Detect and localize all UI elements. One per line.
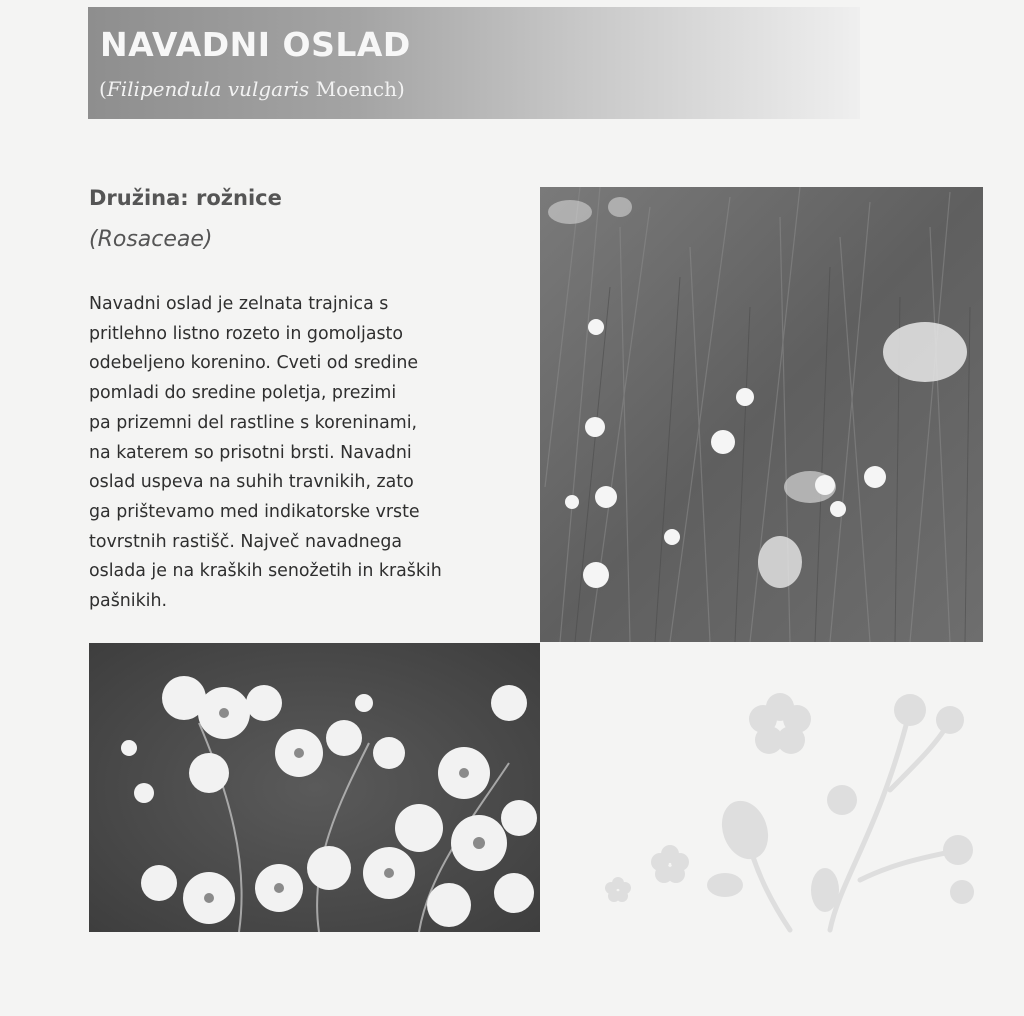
page-title: NAVADNI OSLAD — [100, 25, 411, 64]
meadow-photo — [540, 187, 983, 642]
description-line: pa prizemni del rastline s koreninami, — [89, 412, 418, 433]
flower-closeup-art — [89, 643, 540, 932]
decor-flower-large — [749, 693, 811, 754]
flower-closeup-photo — [89, 643, 540, 932]
description-line: ga prištevamo med indikatorske vrste — [89, 501, 420, 522]
scientific-name-author: Moench — [315, 77, 397, 101]
floral-decoration — [590, 680, 990, 940]
scientific-name-latin: Filipendula vulgaris — [106, 77, 310, 101]
meadow-photo-art — [540, 187, 983, 642]
description-line: Navadni oslad je zelnata trajnica s — [89, 294, 389, 314]
description-line: pomladi do sredine poletja, prezimi — [89, 383, 397, 404]
family-latin-name: (Rosaceae) — [89, 227, 213, 252]
scientific-name: (Filipendula vulgaris Moench) — [99, 77, 405, 101]
description-line: oslada je na kraških senožetih in kraških — [89, 561, 442, 582]
family-label: Družina: rožnice — [89, 186, 282, 210]
description-line: tovrstnih rastišč. Največ navadnega — [89, 531, 403, 552]
title-banner — [88, 7, 860, 119]
description-line: pašnikih. — [89, 591, 168, 612]
description-paragraph — [89, 290, 519, 617]
description-line: pritlehno listno rozeto in gomoljasto — [89, 323, 404, 344]
description-line: na katerem so prisotni brsti. Navadni — [89, 442, 412, 463]
description-line: oslad uspeva na suhih travnikih, zato — [89, 472, 414, 493]
decor-flower-small — [651, 845, 689, 883]
description-line: odebeljeno korenino. Cveti od sredine — [89, 353, 419, 374]
